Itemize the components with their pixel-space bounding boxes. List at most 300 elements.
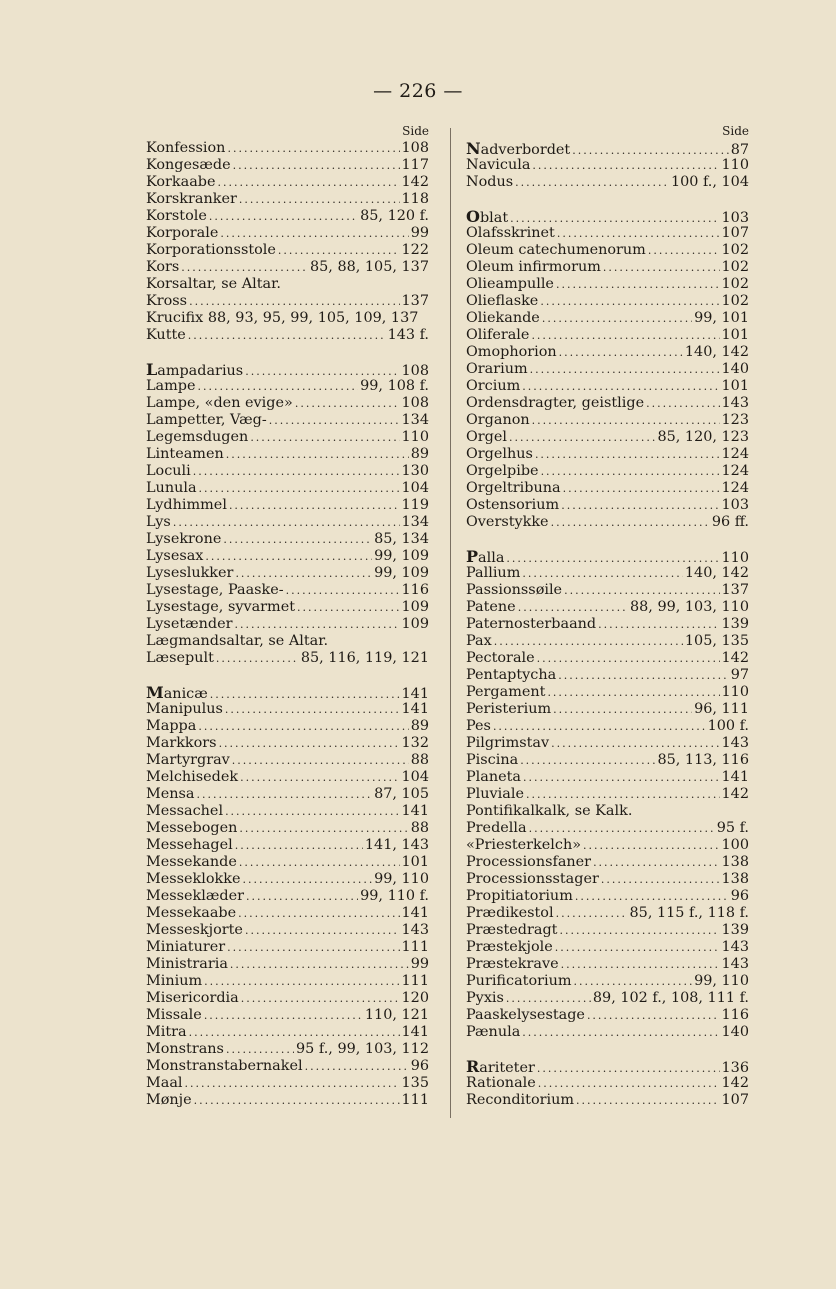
entry-pages: 120 <box>401 990 429 1006</box>
entry-term: Lunula <box>146 480 197 496</box>
index-entry <box>146 769 429 786</box>
entry-pages: 99, 110 <box>694 973 749 989</box>
dot-leader <box>189 1024 400 1041</box>
entry-term: Olieflaske <box>466 293 539 309</box>
entry-term: Planeta <box>466 769 522 785</box>
entry-pages: 89 <box>410 718 429 734</box>
index-entry <box>146 140 429 157</box>
dot-leader <box>219 735 400 752</box>
dot-leader <box>205 548 372 565</box>
entry-pages: 141 <box>401 701 429 717</box>
dot-leader <box>532 157 719 174</box>
entry-pages: 140, 142 <box>684 565 749 581</box>
entry-pages: 97 <box>730 667 749 683</box>
index-entry <box>146 310 429 327</box>
index-entry <box>466 667 749 684</box>
dot-leader <box>506 990 591 1007</box>
entry-pages: 140 <box>721 1024 749 1040</box>
index-entry <box>466 1058 749 1075</box>
dot-leader <box>245 363 399 378</box>
index-entry <box>146 463 429 480</box>
index-entry <box>466 786 749 803</box>
dot-leader <box>241 990 400 1007</box>
entry-pages: 141, 143 <box>364 837 429 853</box>
index-entry <box>466 208 749 225</box>
entry-term: Oleum catechumenorum <box>466 242 646 258</box>
dot-leader <box>510 210 719 225</box>
index-column-right <box>466 122 749 1109</box>
dot-leader <box>529 820 715 837</box>
entry-term: Pectorale <box>466 650 535 666</box>
index-entry <box>466 599 749 616</box>
entry-term: Manipulus <box>146 701 223 717</box>
index-entry <box>466 174 749 191</box>
dot-leader <box>520 752 655 769</box>
entry-list <box>466 140 749 1109</box>
entry-pages: 124 <box>721 463 749 479</box>
index-entry <box>466 327 749 344</box>
entry-pages: 99 <box>410 956 429 972</box>
entry-pages: 142 <box>721 650 749 666</box>
entry-pages: 101 <box>401 854 429 870</box>
entry-term: Paternosterbaand <box>466 616 597 632</box>
entry-pages: 143 <box>721 735 749 751</box>
dot-leader <box>564 582 719 599</box>
index-entry <box>146 157 429 174</box>
dot-leader <box>269 412 400 429</box>
entry-term: Pes <box>466 718 491 734</box>
dot-leader <box>563 480 720 497</box>
index-entry <box>466 803 749 820</box>
index-entry <box>466 361 749 378</box>
entry-term: Manicæ <box>146 684 208 701</box>
entry-term: Messebogen <box>146 820 238 836</box>
entry-term: Orgeltribuna <box>466 480 561 496</box>
entry-term: Orgel <box>466 429 508 445</box>
index-entry <box>466 429 749 446</box>
entry-pages: 99, 110 f. <box>360 888 429 904</box>
entry-pages: 142 <box>721 786 749 802</box>
dot-leader <box>227 939 399 956</box>
entry-term: Monstranstabernakel <box>146 1058 303 1074</box>
index-entry <box>146 327 429 344</box>
index-entry <box>146 871 429 888</box>
dot-leader <box>238 905 399 922</box>
index-entry <box>146 905 429 922</box>
entry-pages: 88 <box>410 820 429 836</box>
entry-term: Palla <box>466 548 505 565</box>
index-entry <box>466 514 749 531</box>
entry-term: Lysetænder <box>146 616 233 632</box>
index-entry <box>466 259 749 276</box>
entry-pages: 139 <box>721 922 749 938</box>
entry-pages: 143 <box>721 395 749 411</box>
entry-pages: 110 <box>401 429 429 445</box>
entry-pages: 99, 109 <box>374 565 429 581</box>
entry-pages: 111 <box>401 939 429 955</box>
entry-term: Prædikestol <box>466 905 554 921</box>
entry-pages: 87 <box>730 142 749 157</box>
entry-term: Olafsskrinet <box>466 225 555 241</box>
entry-pages: 107 <box>721 1092 749 1108</box>
entry-pages: 124 <box>721 480 749 496</box>
entry-pages: 88 <box>410 752 429 768</box>
entry-pages: 110 <box>721 684 749 700</box>
entry-pages: 111 <box>401 973 429 989</box>
index-entry <box>466 446 749 463</box>
dot-leader <box>240 769 399 786</box>
index-entry <box>466 548 749 565</box>
index-entry <box>466 650 749 667</box>
entry-pages: 105, 135 <box>684 633 749 649</box>
index-entry <box>466 718 749 735</box>
dot-leader <box>551 735 719 752</box>
entry-term: Predella <box>466 820 527 836</box>
dot-leader <box>189 293 399 310</box>
entry-term: Organon <box>466 412 530 428</box>
index-entry <box>146 990 429 1007</box>
index-entry <box>146 497 429 514</box>
entry-term: Lyseslukker <box>146 565 234 581</box>
dot-leader <box>559 344 683 361</box>
entry-pages: 89 <box>410 446 429 462</box>
entry-pages: 110 <box>721 157 749 173</box>
index-entry <box>466 752 749 769</box>
entry-pages: 87, 105 <box>374 786 429 802</box>
dot-leader <box>540 293 719 310</box>
index-entry <box>466 701 749 718</box>
entry-pages: 143 f. <box>387 327 429 343</box>
entry-term: Navicula <box>466 157 531 173</box>
dot-leader <box>509 429 655 446</box>
dot-leader <box>537 650 720 667</box>
entry-term: Konfession <box>146 140 226 156</box>
index-entry <box>146 922 429 939</box>
entry-list <box>146 140 429 1109</box>
entry-term: Lysestage, Paaske- <box>146 582 284 598</box>
dot-leader <box>196 786 372 803</box>
entry-term: Korsaltar, se Altar. <box>146 276 281 292</box>
dot-leader <box>305 1058 409 1075</box>
entry-pages: 107 <box>721 225 749 241</box>
dot-leader <box>204 1007 363 1024</box>
dot-leader <box>209 208 358 225</box>
entry-term: Lysekrone <box>146 531 222 547</box>
section-gap <box>146 344 429 361</box>
index-entry <box>466 939 749 956</box>
dot-leader <box>493 718 706 735</box>
entry-term: Purificatorium <box>466 973 572 989</box>
index-entry <box>466 956 749 973</box>
entry-term: Korporale <box>146 225 219 241</box>
entry-term: Messeskjorte <box>146 922 243 938</box>
dot-leader <box>218 174 400 191</box>
dot-leader <box>555 939 720 956</box>
dot-leader <box>239 820 408 837</box>
index-entry <box>146 735 429 752</box>
entry-pages: 103 <box>721 497 749 513</box>
entry-term: Martyrgrav <box>146 752 230 768</box>
dot-leader <box>648 242 720 259</box>
entry-pages: 85, 120, 123 <box>657 429 749 445</box>
entry-pages: 143 <box>401 922 429 938</box>
dot-leader <box>518 599 628 616</box>
entry-pages: 100 f. <box>707 718 749 734</box>
entry-pages: 99, 110 <box>374 871 429 887</box>
entry-pages: 85, 120 f. <box>360 208 429 224</box>
dot-leader <box>561 956 720 973</box>
index-entry <box>466 973 749 990</box>
section-gap <box>146 667 429 684</box>
entry-term: Miniaturer <box>146 939 226 955</box>
index-entry <box>466 633 749 650</box>
dot-leader <box>245 922 400 939</box>
dot-leader <box>233 157 400 174</box>
entry-term: Korstole <box>146 208 207 224</box>
dot-leader <box>532 412 720 429</box>
dot-leader <box>246 888 358 905</box>
index-entry <box>146 242 429 259</box>
entry-term: Oleum infirmorum <box>466 259 601 275</box>
entry-term: Ostensorium <box>466 497 560 513</box>
index-entry <box>466 497 749 514</box>
dot-leader <box>646 395 719 412</box>
entry-pages: 141 <box>721 769 749 785</box>
entry-term: Orcium <box>466 378 521 394</box>
index-entry <box>146 888 429 905</box>
entry-term: Mensa <box>146 786 195 802</box>
entry-term: «Priesterkelch» <box>466 837 582 853</box>
dot-leader <box>551 514 710 531</box>
dot-leader <box>199 480 400 497</box>
index-entry <box>146 191 429 208</box>
entry-pages: 135 <box>401 1075 429 1091</box>
dot-leader <box>198 718 408 735</box>
side-header: Side <box>402 124 429 138</box>
dot-leader <box>556 905 628 922</box>
dot-leader <box>583 837 720 854</box>
index-entry <box>466 565 749 582</box>
entry-pages: 116 <box>401 582 429 598</box>
dot-leader <box>230 956 409 973</box>
dot-leader <box>227 140 399 157</box>
entry-term: Krucifix 88, 93, 95, 99, 105, 109, 137 <box>146 310 419 326</box>
index-entry <box>146 939 429 956</box>
entry-term: Mappa <box>146 718 197 734</box>
index-entry <box>146 395 429 412</box>
index-entry <box>146 582 429 599</box>
dot-leader <box>216 650 299 667</box>
entry-pages: 101 <box>721 378 749 394</box>
entry-pages: 111 <box>401 1092 429 1108</box>
index-entry <box>146 531 429 548</box>
entry-term: Olieampulle <box>466 276 554 292</box>
dot-leader <box>235 616 400 633</box>
entry-term: Pentaptycha <box>466 667 557 683</box>
dot-leader <box>181 259 308 276</box>
entry-pages: 130 <box>401 463 429 479</box>
entry-pages: 88, 99, 103, 110 <box>629 599 749 615</box>
index-entry <box>146 837 429 854</box>
index-entry <box>466 616 749 633</box>
index-entry <box>146 259 429 276</box>
dot-leader <box>198 378 359 395</box>
dot-leader <box>587 1007 720 1024</box>
entry-term: Messachel <box>146 803 224 819</box>
dot-leader <box>575 888 729 905</box>
entry-pages: 108 <box>401 395 429 411</box>
entry-term: Pluviale <box>466 786 524 802</box>
index-entry <box>466 344 749 361</box>
index-entry <box>146 1024 429 1041</box>
dot-leader <box>226 446 409 463</box>
dot-leader <box>561 497 719 514</box>
dot-leader <box>210 686 400 701</box>
entry-pages: 100 f., 104 <box>670 174 749 190</box>
entry-pages: 99, 108 f. <box>360 378 429 394</box>
dot-leader <box>506 550 719 565</box>
entry-pages: 102 <box>721 242 749 258</box>
dot-leader <box>535 446 720 463</box>
entry-term: Lysestage, syvarmet <box>146 599 296 615</box>
index-entry <box>466 378 749 395</box>
dot-leader <box>572 142 728 157</box>
entry-term: Oliferale <box>466 327 530 343</box>
entry-term: Korporationsstole <box>146 242 276 258</box>
index-entry <box>466 837 749 854</box>
index-entry <box>466 140 749 157</box>
index-entry <box>466 293 749 310</box>
entry-term: Pilgrimstav <box>466 735 550 751</box>
entry-pages: 123 <box>721 412 749 428</box>
entry-term: Ordensdragter, geistlige <box>466 395 645 411</box>
index-entry <box>146 650 429 667</box>
index-entry <box>466 990 749 1007</box>
dot-leader <box>242 871 372 888</box>
dot-leader <box>557 225 720 242</box>
entry-term: Kongesæde <box>146 157 231 173</box>
entry-term: Paaskelysestage <box>466 1007 585 1023</box>
index-entry <box>466 480 749 497</box>
entry-pages: 109 <box>401 616 429 632</box>
entry-pages: 102 <box>721 276 749 292</box>
dot-leader <box>603 259 720 276</box>
entry-pages: 101 <box>721 327 749 343</box>
entry-pages: 95 f. <box>716 820 749 836</box>
entry-term: Lydhimmel <box>146 497 227 513</box>
entry-pages: 108 <box>401 140 429 156</box>
dot-leader <box>235 565 372 582</box>
entry-term: Messeklokke <box>146 871 241 887</box>
index-entry <box>466 157 749 174</box>
dot-leader <box>225 803 399 820</box>
index-entry <box>146 803 429 820</box>
index-entry <box>146 412 429 429</box>
entry-term: Markkors <box>146 735 217 751</box>
entry-pages: 122 <box>401 242 429 258</box>
index-entry <box>466 276 749 293</box>
entry-term: Lampe <box>146 378 196 394</box>
index-entry <box>146 718 429 735</box>
index-entry <box>146 361 429 378</box>
index-entry <box>466 888 749 905</box>
entry-pages: 124 <box>721 446 749 462</box>
entry-pages: 141 <box>401 905 429 921</box>
entry-pages: 141 <box>401 1024 429 1040</box>
dot-leader <box>531 327 719 344</box>
dot-leader <box>598 616 719 633</box>
entry-pages: 143 <box>721 956 749 972</box>
dot-leader <box>278 242 400 259</box>
index-entry <box>146 973 429 990</box>
dot-leader <box>537 1060 720 1075</box>
dot-leader <box>223 531 372 548</box>
entry-pages: 134 <box>401 514 429 530</box>
index-entry <box>146 208 429 225</box>
entry-pages: 136 <box>721 1060 749 1075</box>
dot-leader <box>522 565 683 582</box>
entry-pages: 85, 115 f., 118 f. <box>629 905 749 921</box>
entry-pages: 138 <box>721 854 749 870</box>
entry-pages: 137 <box>401 293 429 309</box>
entry-term: Minium <box>146 973 203 989</box>
entry-pages: 116 <box>721 1007 749 1023</box>
index-entry <box>466 463 749 480</box>
entry-term: Rationale <box>466 1075 536 1091</box>
entry-pages: 118 <box>401 191 429 207</box>
entry-pages: 96, 111 <box>694 701 749 717</box>
section-gap <box>466 531 749 548</box>
index-entry <box>146 429 429 446</box>
index-entry <box>146 1092 429 1109</box>
entry-pages: 102 <box>721 259 749 275</box>
index-entry <box>466 1092 749 1109</box>
entry-pages: 99 <box>410 225 429 241</box>
index-entry <box>146 684 429 701</box>
index-entry <box>146 225 429 242</box>
entry-pages: 99, 109 <box>374 548 429 564</box>
index-entry <box>146 633 429 650</box>
entry-term: Lysesax <box>146 548 204 564</box>
dot-leader <box>558 667 728 684</box>
dot-leader <box>232 752 409 769</box>
entry-term: Pallium <box>466 565 521 581</box>
entry-pages: 102 <box>721 293 749 309</box>
dot-leader <box>593 854 719 871</box>
entry-pages: 110, 121 <box>364 1007 429 1023</box>
index-entry <box>466 922 749 939</box>
index-entry <box>466 1007 749 1024</box>
entry-pages: 143 <box>721 939 749 955</box>
dot-leader <box>542 310 692 327</box>
dot-leader <box>204 973 399 990</box>
index-entry <box>466 769 749 786</box>
entry-term: Orgelhus <box>466 446 533 462</box>
index-entry <box>146 752 429 769</box>
index-entry <box>466 582 749 599</box>
entry-term: Oliekande <box>466 310 540 326</box>
index-entry <box>146 1007 429 1024</box>
entry-pages: 110 <box>721 550 749 565</box>
entry-term: Messekaabe <box>146 905 237 921</box>
dot-leader <box>530 361 720 378</box>
index-entry <box>146 599 429 616</box>
index-entry <box>146 276 429 293</box>
dot-leader <box>220 225 408 242</box>
page-number: — 226 — <box>373 80 463 102</box>
entry-term: Piscina <box>466 752 519 768</box>
index-entry <box>146 565 429 582</box>
